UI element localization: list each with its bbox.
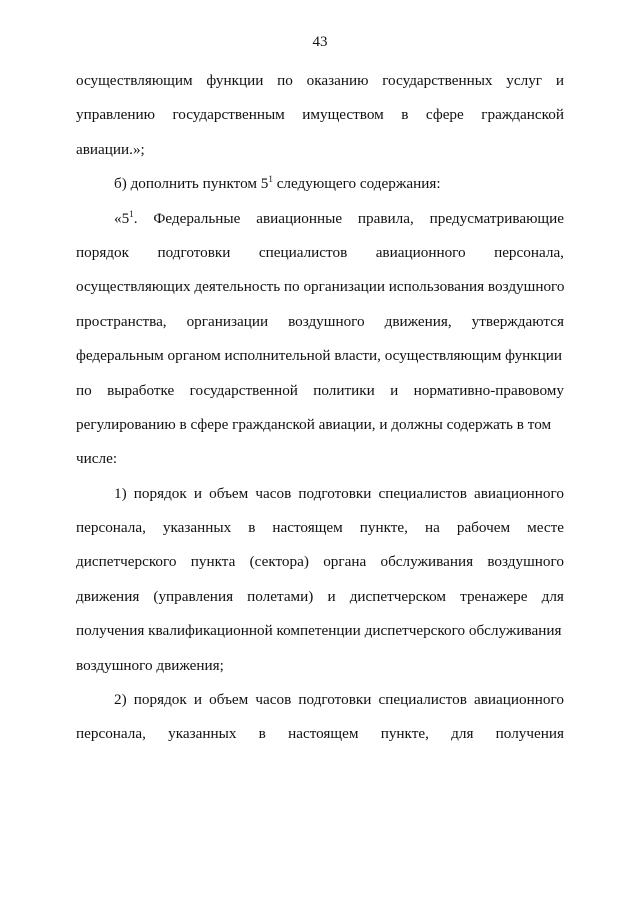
text-line-6 [76, 236, 564, 270]
word: оказанию [306, 72, 369, 89]
text-line-10 [76, 374, 564, 408]
word: обслуживания [380, 553, 474, 571]
word: в [401, 106, 409, 124]
word: для [451, 725, 474, 743]
word: управлению [76, 106, 155, 124]
word: государственной [189, 381, 298, 399]
word: пункте, [380, 725, 429, 743]
word: воздушного [487, 553, 564, 571]
word: воздушного [288, 312, 365, 330]
word: Федеральные [153, 209, 241, 227]
word: в [248, 519, 256, 537]
text-line-7: осуществляющих деятельность по организации использования воздушного [76, 278, 565, 296]
word: осуществляющим [76, 72, 193, 89]
word: авиационные [256, 209, 343, 227]
word: порядок [133, 484, 187, 502]
text-line-15 [76, 545, 564, 579]
word: функции [206, 72, 264, 89]
superscript: 1 [268, 174, 273, 185]
word: пункте, [359, 519, 408, 537]
word: и [390, 381, 399, 399]
word: авиационного [473, 484, 564, 502]
word: часов [255, 691, 292, 709]
word: (сектора) [249, 553, 309, 571]
word: по [277, 72, 293, 89]
word: подготовки [298, 484, 372, 502]
word: и [555, 72, 564, 89]
word: авиационного [473, 691, 564, 709]
text-line-1 [76, 64, 564, 98]
word: часов [255, 484, 292, 502]
word: подготовки [157, 243, 231, 261]
word: подготовки [298, 691, 372, 709]
text-line-11: регулированию в сфере гражданской авиации, и должны содержать в том [76, 415, 552, 433]
text-fragment: б) дополнить пунктом 5 [114, 175, 269, 193]
superscript: 1 [129, 208, 134, 219]
text-line-14 [76, 511, 564, 545]
text-line-2 [76, 98, 564, 132]
word: специалистов [258, 243, 348, 261]
word: политики [313, 381, 375, 399]
word: гражданской [481, 106, 564, 124]
text-line-13 [76, 477, 564, 511]
word: нормативно-правовому [413, 381, 564, 399]
word: персонала, [494, 243, 564, 261]
text-line-12: числе: [76, 450, 118, 468]
word: персонала, [76, 725, 146, 743]
word: объем [209, 484, 249, 502]
word: указанных [162, 519, 232, 537]
word: авиационного [375, 243, 466, 261]
text-fragment: следующего содержания: [272, 175, 441, 193]
text-line-5 [76, 202, 564, 236]
text-line-8 [76, 305, 564, 339]
word: имуществом [302, 106, 384, 124]
word: для [541, 587, 564, 605]
word: 1) [114, 484, 127, 502]
word: органа [323, 553, 367, 571]
word: услуг [506, 72, 543, 89]
word: указанных [168, 725, 237, 743]
word: «$5^1$. [114, 208, 138, 227]
text-line-3: авиации.»; [76, 140, 145, 158]
word: 2) [114, 691, 127, 709]
word: государственных [382, 72, 493, 89]
text-line-4 [76, 167, 564, 201]
word: пункта [190, 553, 236, 571]
word: получения [495, 725, 564, 743]
document-body [76, 64, 564, 752]
page-number: 43 [312, 34, 328, 50]
word: рабочем [456, 519, 511, 537]
word: в [258, 725, 266, 743]
word: выработке [107, 381, 175, 399]
word: тренажере [460, 587, 528, 605]
text-line-9: федеральным органом исполнительной власти, осуществляющим функции [76, 347, 563, 365]
word: специалистов [378, 691, 467, 709]
word: предусматривающие [429, 209, 564, 227]
word: полетами) [247, 587, 314, 605]
word: по [76, 381, 92, 399]
word: пространства, [76, 312, 167, 330]
word: порядок [76, 243, 130, 261]
text-line-17: получения квалификационной компетенции диспетчерского обслуживания [76, 622, 562, 640]
word: на [424, 519, 440, 537]
text-line-18: воздушного движения; [76, 656, 224, 674]
text-line-19 [76, 683, 564, 717]
word: сфере [425, 106, 464, 124]
word: государственным [172, 106, 285, 124]
word: диспетчерского [76, 553, 177, 571]
word: и [193, 484, 203, 502]
word: движения [76, 587, 140, 605]
word: правила, [357, 209, 414, 227]
word: порядок [133, 691, 187, 709]
word: настоящем [288, 725, 359, 743]
word: диспетчерском [349, 587, 447, 605]
word: утверждаются [471, 312, 564, 330]
word: настоящем [272, 519, 343, 537]
word: месте [527, 519, 564, 537]
word: объем [209, 691, 249, 709]
text-line-20 [76, 717, 564, 751]
word: персонала, [76, 519, 146, 537]
word: движения, [384, 312, 452, 330]
word: и [193, 691, 203, 709]
word: организации [186, 312, 269, 330]
text-line-16 [76, 580, 564, 614]
word: специалистов [378, 484, 467, 502]
word: (управления [153, 587, 234, 605]
word: и [327, 587, 336, 605]
